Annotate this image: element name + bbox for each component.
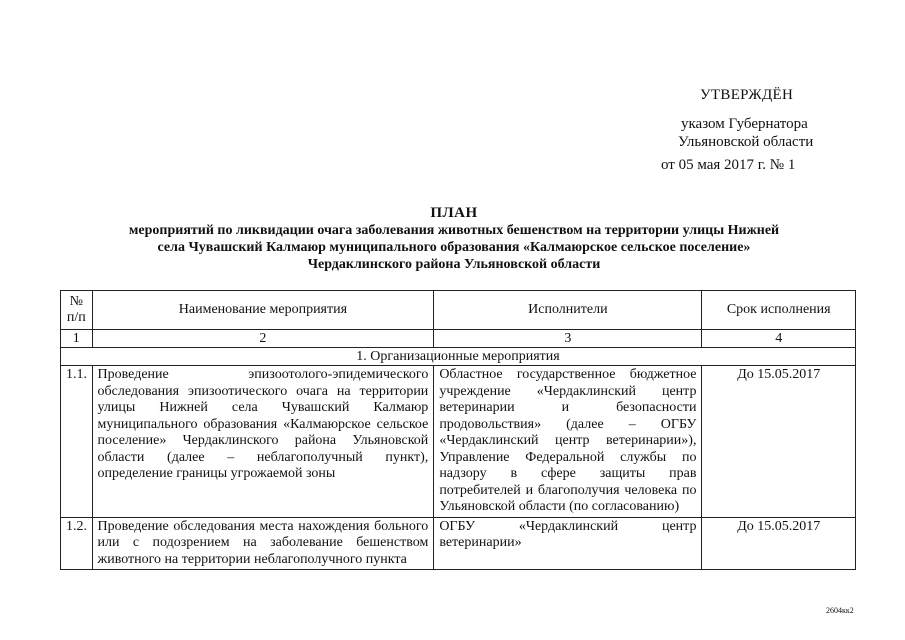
approval-line-3: от 05 мая 2017 г. № 1	[661, 157, 796, 173]
row-deadline: До 15.05.2017	[702, 366, 856, 518]
col-number-1: 1	[61, 330, 93, 348]
header-num: № п/п	[61, 291, 93, 330]
row-num: 1.2.	[61, 517, 93, 570]
col-number-4: 4	[702, 330, 856, 348]
column-numbers-row	[61, 330, 856, 348]
plan-title: ПЛАН	[430, 205, 478, 221]
plan-table	[60, 290, 856, 570]
header-executors: Исполнители	[434, 291, 702, 330]
approval-line-2: Ульяновской области	[678, 134, 814, 150]
footer-stamp: 2604кк2	[826, 606, 854, 615]
table-row	[61, 517, 856, 570]
approval-line-1: указом Губернатора	[681, 116, 808, 132]
row-executors: ОГБУ «Чердаклинский центр ветеринарии»	[434, 517, 702, 570]
header-name: Наименование мероприятия	[92, 291, 434, 330]
col-number-2: 2	[92, 330, 434, 348]
plan-heading	[90, 205, 818, 273]
table-row	[61, 366, 856, 518]
plan-subtitle-line-2: села Чувашский Калмаюр муниципального образования «Калмаюрское сельское поселение»	[157, 240, 751, 255]
row-deadline: До 15.05.2017	[702, 517, 856, 570]
table-header-row	[61, 291, 856, 330]
col-number-3: 3	[434, 330, 702, 348]
row-name: Проведение обследования места нахождения больного или с подозрением на заболевание бешенством животного на территории неблагополучного пункта	[92, 517, 434, 570]
plan-subtitle-line-3: Чердаклинского района Ульяновской области	[307, 257, 601, 272]
row-num: 1.1.	[61, 366, 93, 518]
row-executors: Областное государственное бюджетное учреждение «Чердаклинский центр ветеринарии и безопасности продовольствия» (далее – ОГБУ «Чердаклинский центр ветеринарии»), Управление Федеральной службы по надзору в сфере защиты прав потребителей и благополучия человека по Ульяновской области (по согласованию)	[434, 366, 702, 518]
header-deadline: Срок исполнения	[702, 291, 856, 330]
section-row	[61, 348, 856, 366]
approval-title: УТВЕРЖДЁН	[700, 87, 794, 103]
row-name: Проведение эпизоотолого-эпидемического обследования эпизоотического очага на территории улицы Нижней села Чувашский Калмаюр муниципального образования «Калмаюрское сельское поселение» Чердаклинского района Ульяновской области (далее – неблагополучный пункт), определение границы угрожаемой зоны	[92, 366, 434, 518]
plan-subtitle-line-1: мероприятий по ликвидации очага заболевания животных бешенством на территории улицы Нижней	[128, 223, 780, 238]
section-title: 1. Организационные мероприятия	[61, 348, 856, 366]
